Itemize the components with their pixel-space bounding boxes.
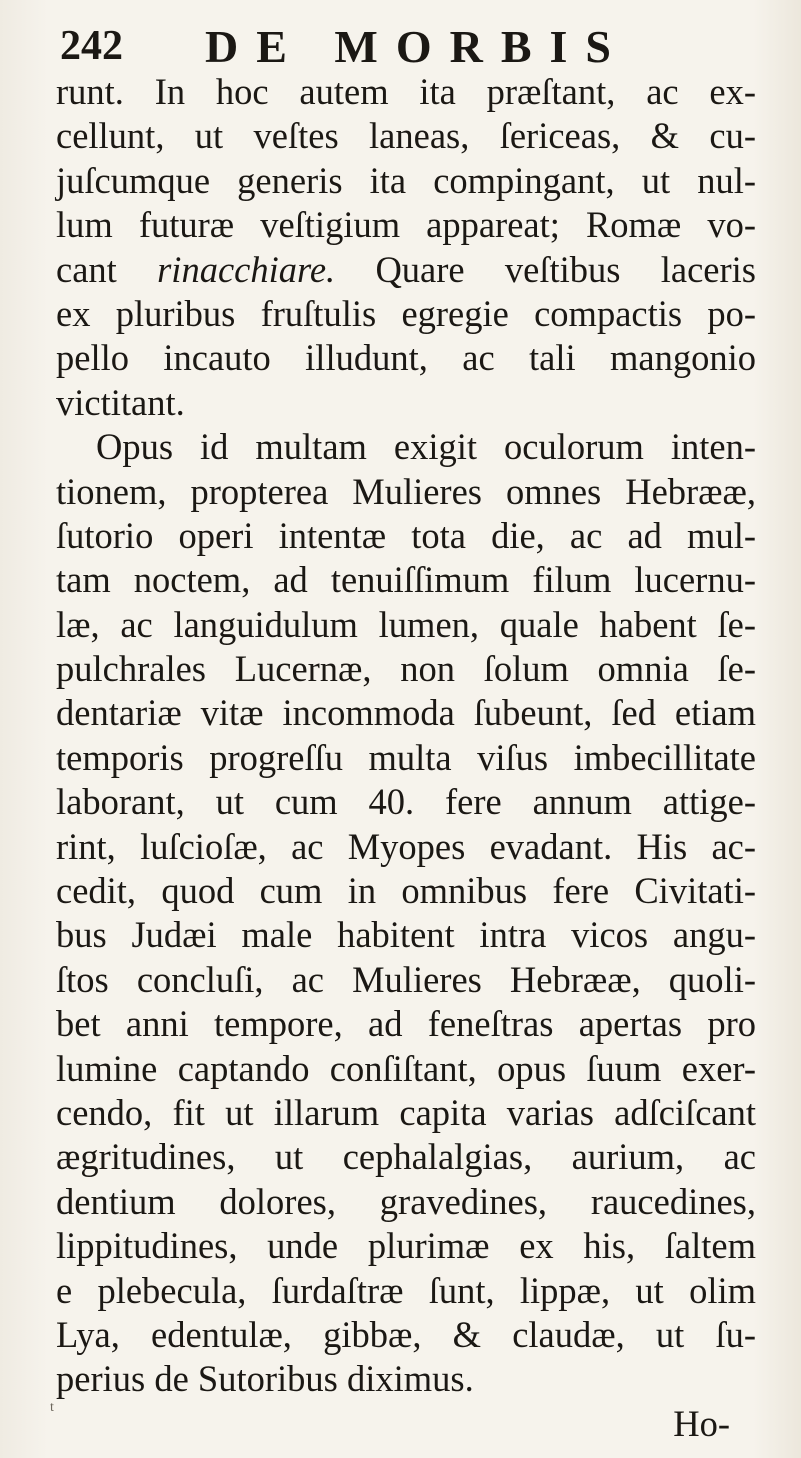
text-line: victitant.	[56, 381, 185, 423]
text-line: ægritudines, ut cephalalgias, aurium, ac	[56, 1136, 756, 1178]
text-line: bus Judæi male habitent intra vicos angu-	[56, 914, 756, 956]
text-line: runt. In hoc autem ita præſtant, ac ex-	[56, 71, 756, 112]
text-segment: cant	[56, 248, 158, 290]
text-line: cellunt, ut veſtes laneas, ſericeas, & cu-	[56, 115, 756, 157]
text-line: cendo, fit ut illarum capita varias adſciſcant	[56, 1091, 756, 1133]
text-line: e plebecula, ſurdaſtræ ſunt, lippæ, ut olim	[56, 1269, 756, 1311]
text-line: ſutorio operi intentæ tota die, ac ad mul-	[56, 514, 756, 556]
text-line: Lya, edentulæ, gibbæ, & claudæ, ut ſu-	[56, 1313, 756, 1355]
text-line: juſcumque generis ita compingant, ut nul-	[56, 159, 756, 201]
page-number: 242	[60, 23, 123, 69]
text-line: ex pluribus fruſtulis egregie compactis po-	[56, 292, 756, 334]
text-line: tam noctem, ad tenuiſſimum filum lucernu-	[56, 559, 756, 601]
text-line: pello incauto illudunt, ac tali mangonio	[56, 337, 756, 379]
text-line: tionem, propterea Mulieres omnes Hebrææ,	[56, 470, 756, 512]
italic-word: rinacchiare.	[157, 248, 336, 290]
text-line: lumine captando conſiſtant, opus ſuum exer-	[56, 1047, 756, 1089]
text-line: temporis progreſſu multa viſus imbecillitate	[56, 736, 756, 778]
text-line: pulchrales Lucernæ, non ſolum omnia ſe-	[56, 648, 756, 690]
text-line: dentariæ vitæ incommoda ſubeunt, ſed etiam	[56, 692, 756, 734]
text-segment: Quare veſtibus laceris	[335, 248, 757, 290]
text-line: bet anni tempore, ad feneſtras apertas pro	[56, 1003, 756, 1045]
text-line: perius de Sutoribus diximus.	[56, 1358, 474, 1400]
catchword: Ho-	[673, 1402, 730, 1444]
text-line: laborant, ut cum 40. fere annum attige-	[56, 781, 756, 823]
text-line: læ, ac languidulum lumen, quale habent ſe-	[56, 603, 756, 645]
text-line: lum futuræ veſtigium appareat; Romæ vo-	[56, 204, 756, 246]
page-header	[60, 18, 740, 74]
foot-mark: t	[50, 1400, 54, 1415]
paragraph-start-line: Opus id multam exigit oculorum inten-	[96, 426, 756, 468]
text-line: lippitudines, unde plurimæ ex his, ſaltem	[56, 1225, 756, 1267]
body-text	[56, 70, 756, 1446]
running-title: DE MORBIS	[205, 21, 629, 72]
text-line: rint, luſcioſæ, ac Myopes evadant. His ac-	[56, 825, 756, 867]
text-line: cedit, quod cum in omnibus fere Civitati-	[56, 870, 756, 912]
text-line: ſtos concluſi, ac Mulieres Hebrææ, quoli-	[56, 958, 756, 1000]
text-line	[56, 248, 756, 292]
text-line: dentium dolores, gravedines, raucedines,	[56, 1180, 756, 1222]
